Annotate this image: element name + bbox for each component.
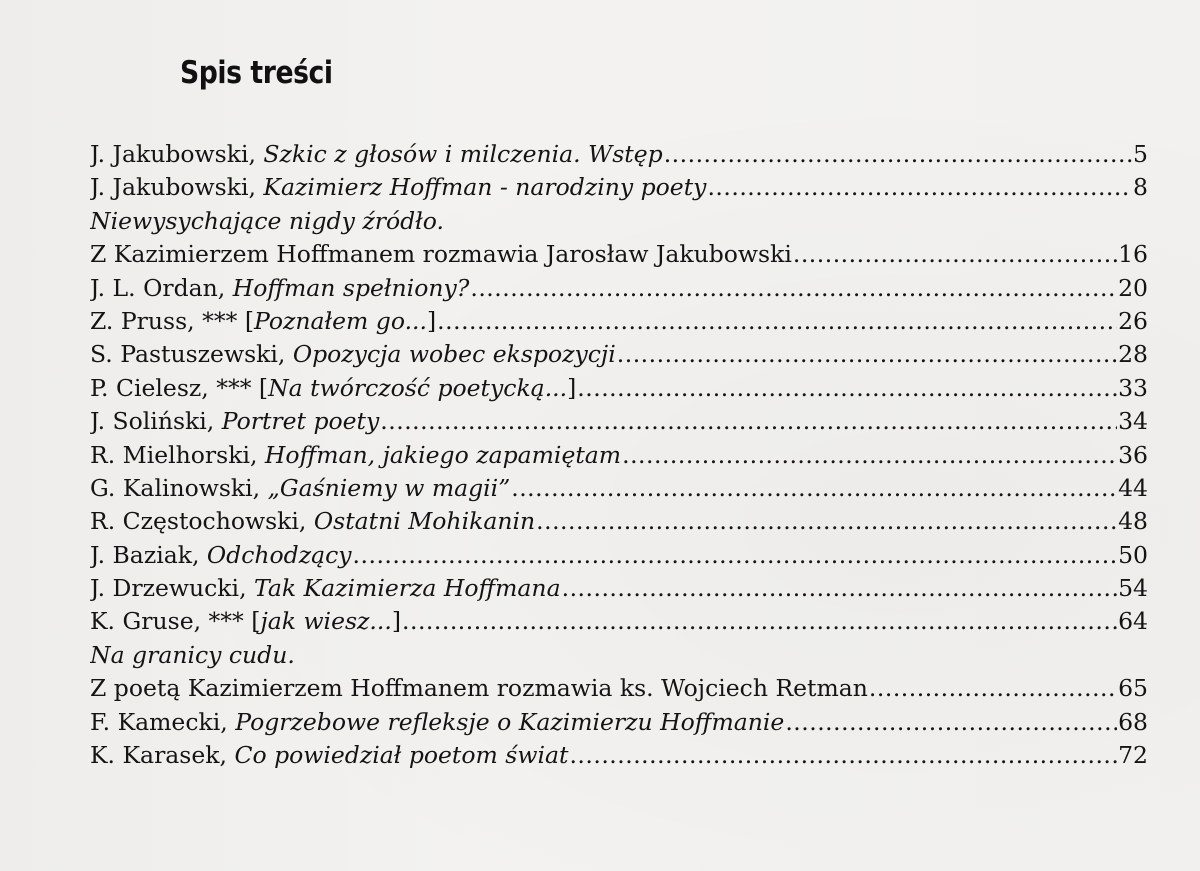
dot-leader xyxy=(617,338,1117,371)
toc-work-title: Portret poety xyxy=(221,407,380,436)
toc-page-number: 36 xyxy=(1118,440,1148,469)
toc-entry xyxy=(90,372,1148,405)
toc-entry xyxy=(90,338,1148,371)
toc-entry xyxy=(90,405,1148,438)
toc-work-title: Tak Kazimierza Hoffmana xyxy=(254,574,561,603)
dot-leader xyxy=(785,706,1117,739)
toc-author: R. Częstochowski, xyxy=(90,507,314,536)
toc-author: J. Soliński, xyxy=(90,407,222,436)
dot-leader xyxy=(511,472,1117,505)
toc-section-title: Niewysychające nigdy źródło. xyxy=(90,206,444,235)
toc-author: J. Jakubowski, xyxy=(90,140,264,168)
toc-author: F. Kamecki, xyxy=(90,707,236,736)
toc-page-number: 54 xyxy=(1118,574,1148,603)
toc-bracket: ] xyxy=(427,306,437,335)
dot-leader xyxy=(562,572,1118,605)
toc-author: J. L. Ordan, xyxy=(90,273,233,302)
toc-page-number: 65 xyxy=(1118,674,1148,703)
toc-author: S. Pastuszewski, xyxy=(90,340,293,369)
toc-page-number: 16 xyxy=(1118,240,1148,269)
dot-leader xyxy=(437,305,1117,338)
toc-entry xyxy=(90,171,1148,204)
toc-page-number: 8 xyxy=(1133,173,1148,202)
table-of-contents xyxy=(90,138,1148,772)
toc-author: J. Jakubowski, xyxy=(90,173,264,202)
toc-page-number: 48 xyxy=(1118,507,1148,536)
page-title: Spis treści xyxy=(180,55,333,91)
toc-work-title: Hoffman spełniony? xyxy=(232,273,470,302)
toc-section-heading xyxy=(90,205,1148,238)
toc-work-title: Kazimierz Hoffman - narodziny poety xyxy=(263,173,707,202)
toc-work-title: Szkic z głosów i milczenia. Wstęp xyxy=(263,140,663,168)
toc-page-number: 20 xyxy=(1118,273,1148,302)
dot-leader xyxy=(569,739,1117,772)
toc-work-title: Hoffman, jakiego zapamiętam xyxy=(264,440,622,469)
toc-entry xyxy=(90,572,1148,605)
toc-work-title: Na twórczość poetycką... xyxy=(268,373,568,402)
toc-page-number: 68 xyxy=(1118,707,1148,736)
toc-page-number: 5 xyxy=(1133,140,1148,168)
toc-entry xyxy=(90,305,1148,338)
toc-page-number: 28 xyxy=(1118,340,1148,369)
toc-work-title: „Gaśniemy w magii” xyxy=(267,473,511,502)
toc-entry xyxy=(90,505,1148,538)
dot-leader xyxy=(402,605,1117,638)
dot-leader xyxy=(869,672,1117,705)
toc-page-number: 33 xyxy=(1118,373,1148,402)
toc-work-title: jak wiesz... xyxy=(260,607,392,636)
toc-entry xyxy=(90,439,1148,472)
toc-author: K. Karasek, xyxy=(90,741,235,770)
dot-leader xyxy=(536,505,1117,538)
toc-author: P. Cielesz, *** [ xyxy=(90,373,269,402)
toc-author: R. Mielhorski, xyxy=(90,440,265,469)
dot-leader xyxy=(793,238,1117,271)
toc-entry xyxy=(90,138,1148,171)
toc-author: Z Kazimierzem Hoffmanem rozmawia Jarosław Jakubowski xyxy=(90,240,792,269)
dot-leader xyxy=(380,405,1117,438)
toc-work-title: Opozycja wobec ekspozycji xyxy=(292,340,616,369)
dot-leader xyxy=(622,439,1117,472)
toc-bracket: ] xyxy=(567,373,577,402)
toc-page-number: 72 xyxy=(1118,741,1148,770)
toc-work-title: Pogrzebowe refleksje o Kazimierzu Hoffmanie xyxy=(235,707,785,736)
toc-work-title: Co powiedział poetom świat xyxy=(234,741,569,770)
toc-page-number: 26 xyxy=(1118,306,1148,335)
toc-work-title: Ostatni Mohikanin xyxy=(313,507,536,536)
toc-section-title: Na granicy cudu. xyxy=(90,640,295,669)
toc-section-heading xyxy=(90,639,1148,672)
toc-entry xyxy=(90,238,1148,271)
toc-author: J. Drzewucki, xyxy=(90,574,255,603)
dot-leader xyxy=(470,272,1117,305)
toc-page-number: 50 xyxy=(1118,540,1148,569)
toc-work-title: Odchodzący xyxy=(206,540,352,569)
toc-entry xyxy=(90,706,1148,739)
dot-leader xyxy=(664,138,1132,171)
toc-author: Z poetą Kazimierzem Hoffmanem rozmawia ks. Wojciech Retman xyxy=(90,674,868,703)
toc-entry xyxy=(90,739,1148,772)
toc-page-number: 64 xyxy=(1118,607,1148,636)
toc-author: K. Gruse, *** [ xyxy=(90,607,261,636)
toc-bracket: ] xyxy=(391,607,402,636)
dot-leader xyxy=(577,372,1117,405)
toc-author: Z. Pruss, *** [ xyxy=(90,306,254,335)
toc-entry xyxy=(90,605,1148,638)
toc-entry xyxy=(90,672,1148,705)
toc-work-title: Poznałem go... xyxy=(253,306,427,335)
toc-author: G. Kalinowski, xyxy=(90,473,268,502)
toc-author: J. Baziak, xyxy=(90,540,207,569)
dot-leader xyxy=(353,539,1118,572)
toc-page-number: 44 xyxy=(1118,473,1148,502)
dot-leader xyxy=(707,171,1132,204)
toc-entry xyxy=(90,472,1148,505)
toc-page-number: 34 xyxy=(1118,407,1148,436)
toc-entry xyxy=(90,539,1148,572)
toc-entry xyxy=(90,272,1148,305)
